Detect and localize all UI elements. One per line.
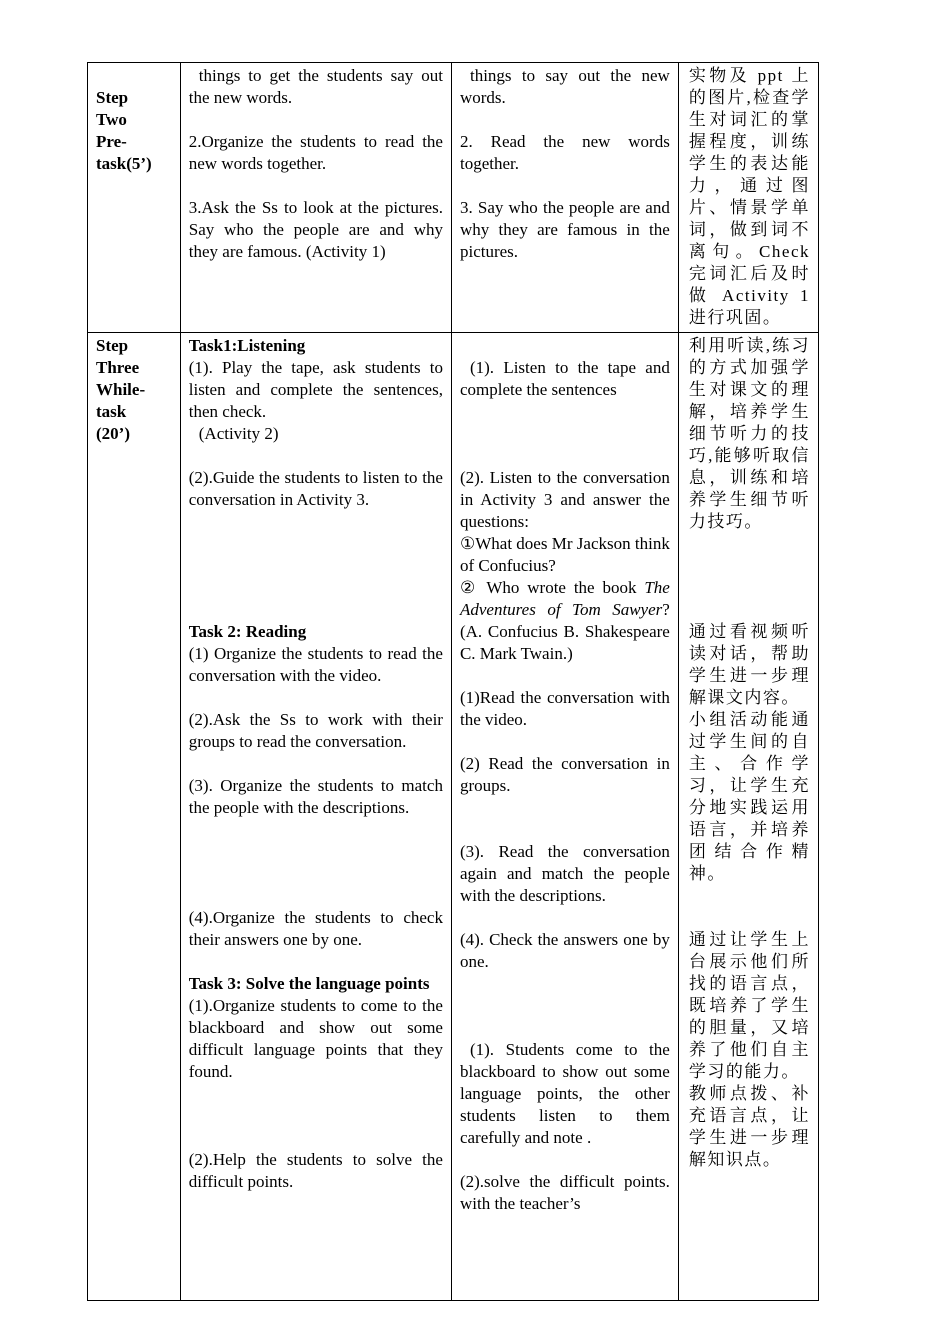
table-row — [88, 333, 819, 1301]
purpose-text: 利用听读,练习的方式加强学生对课文的理解，培养学生细节听力的技巧,能够听取信息，训练和培养学生细节听力技巧。 — [688, 336, 810, 531]
task-title: Task 3: Solve the language points — [188, 974, 430, 993]
purpose-text: 小组活动能通过学生间的自主、合作学习，让学生充分地实践运用语言，并培养团结合作精神。 — [688, 710, 810, 883]
student-text: things to say out the new words. — [459, 66, 670, 107]
step-cell — [88, 63, 181, 333]
teacher-text: (2).Ask the Ss to work with their groups to read the conversation. — [188, 710, 443, 751]
task-title: Task1:Listening — [188, 336, 306, 355]
step-label: Two — [96, 110, 127, 129]
lesson-plan-table — [87, 62, 819, 1301]
step-label: While- — [96, 380, 146, 399]
teacher-text: 3.Ask the Ss to look at the pictures. Say who the people are and why they are famous. (Activity 1) — [188, 198, 443, 261]
step-label: Step — [96, 336, 129, 355]
question-text: ② Who wrote the book — [459, 578, 637, 597]
purpose-cell — [678, 333, 818, 1301]
student-text: ①What does Mr Jackson think of Confucius? — [459, 534, 670, 575]
teacher-activity-cell — [180, 63, 451, 333]
student-text: (2) Read the conversation in groups. — [459, 754, 670, 795]
teacher-text: (2).Guide the students to listen to the conversation in Activity 3. — [188, 468, 443, 509]
step-label: Step — [96, 88, 129, 107]
step-label: task — [96, 402, 127, 421]
step-cell — [88, 333, 181, 1301]
purpose-text: 实物及 ppt 上的图片,检查学生对词汇的掌握程度，训练学生的表达能力，通过图片、情景学单词，做到词不离句。Check 完词汇后及时做 Activity 1 进行巩固。 — [688, 66, 810, 327]
student-text: (4). Check the answers one by one. — [459, 930, 670, 971]
teacher-activity-cell — [180, 333, 451, 1301]
student-text: (1). Listen to the tape and complete the sentences — [459, 358, 670, 399]
step-label: Pre- — [96, 132, 127, 151]
book-title: The Adventures of Tom Sawyer — [459, 578, 670, 619]
teacher-text: (4).Organize the students to check their answers one by one. — [188, 908, 443, 949]
student-text: (2).solve the difficult points. with the teacher’s — [459, 1172, 670, 1213]
teacher-text: 2.Organize the students to read the new words together. — [188, 132, 443, 173]
purpose-cell — [678, 63, 818, 333]
teacher-text: (3). Organize the students to match the people with the descriptions. — [188, 776, 443, 817]
step-label: (20’) — [96, 424, 130, 443]
task-title: Task 2: Reading — [188, 622, 307, 641]
purpose-text: 通过让学生上台展示他们所找的语言点，既培养了学生的胆量，又培养了他们自主学习的能力。 — [688, 930, 810, 1081]
step-label: Three — [96, 358, 140, 377]
teacher-text: (1) Organize the students to read the conversation with the video. — [188, 644, 443, 685]
step-label: task(5’) — [96, 154, 152, 173]
student-text: (2). Listen to the conversation in Activity 3 and answer the questions: — [459, 468, 670, 531]
table-row — [88, 63, 819, 333]
student-activity-cell — [451, 63, 678, 333]
student-text: (3). Read the conversation again and match the people with the descriptions. — [459, 842, 670, 905]
student-text: (1). Students come to the blackboard to show out some language points, the other students listen to them carefully and note . — [459, 1040, 670, 1147]
question-text: ? (A. Confucius B. Shakespeare C. Mark Twain.) — [459, 600, 670, 663]
student-text: 2. Read the new words together. — [459, 132, 670, 173]
purpose-text: 教师点拨、补充语言点，让学生进一步理解知识点。 — [688, 1084, 810, 1169]
teacher-text: things to get the students say out the new words. — [188, 66, 443, 107]
teacher-text: (1). Play the tape, ask students to listen and complete the sentences, then check. — [188, 358, 443, 421]
student-activity-cell — [451, 333, 678, 1301]
student-text — [460, 577, 670, 665]
teacher-text: (1).Organize students to come to the blackboard and show out some difficult language points that they found. — [188, 996, 443, 1081]
student-text: 3. Say who the people are and why they are famous in the pictures. — [459, 198, 670, 261]
teacher-text: (Activity 2) — [198, 424, 279, 443]
purpose-text: 通过看视频听读对话，帮助学生进一步理解课文内容。 — [688, 622, 810, 707]
teacher-text: (2).Help the students to solve the difficult points. — [188, 1150, 443, 1191]
student-text: (1)Read the conversation with the video. — [459, 688, 670, 729]
